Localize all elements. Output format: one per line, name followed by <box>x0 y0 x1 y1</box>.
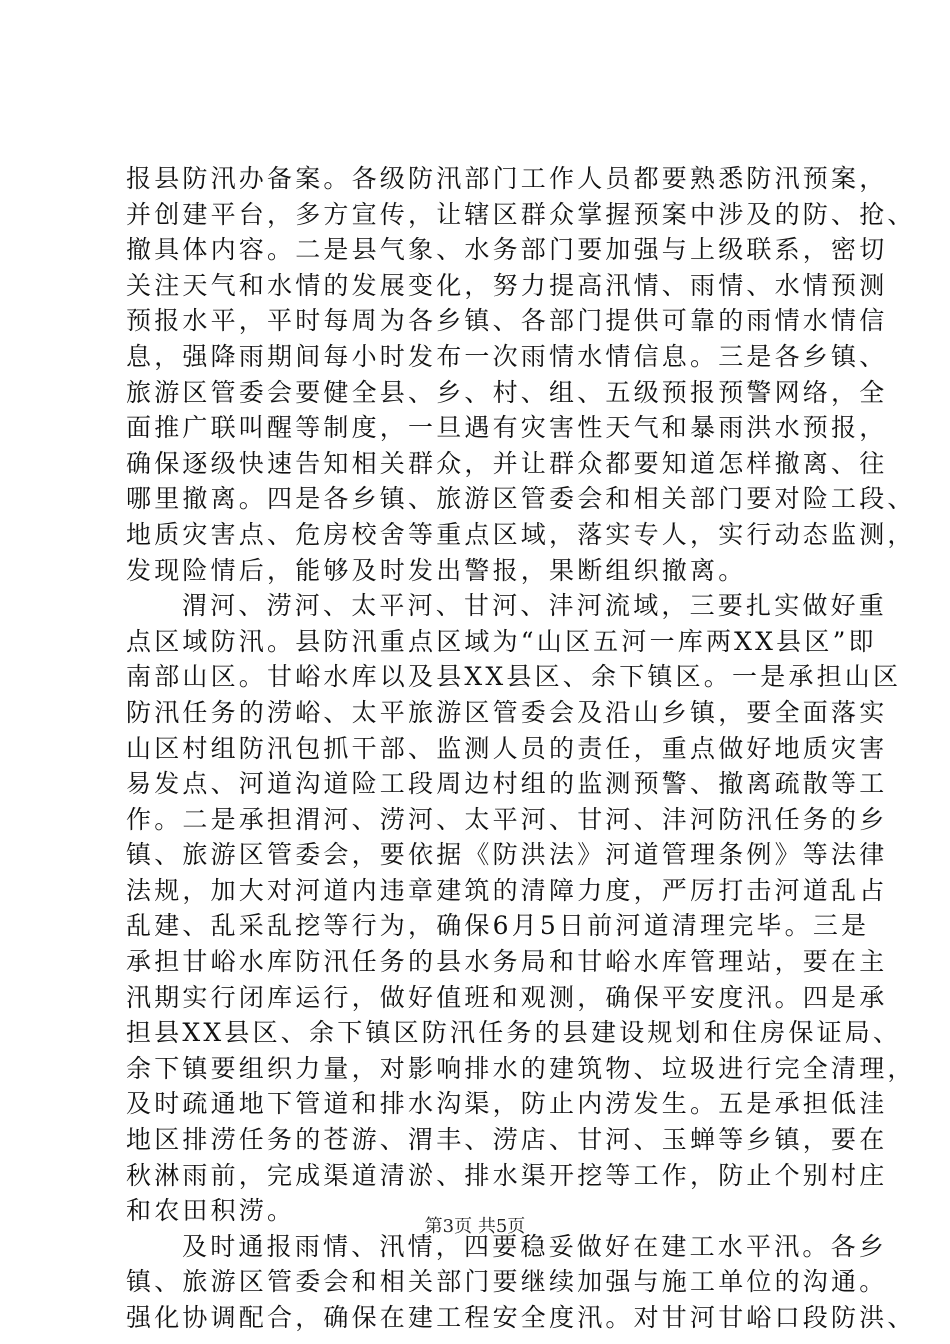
text-line: 及时疏通地下管道和排水沟渠，防止内涝发生。五是承担低洼 <box>126 1089 888 1119</box>
document-body <box>126 161 916 1336</box>
text-line: 镇、旅游区管委会和相关部门要继续加强与施工单位的沟通。 <box>126 1267 888 1297</box>
text-line: 南部山区。甘峪水库以及县XX县区、余下镇区。一是承担山区 <box>126 662 902 692</box>
text-line: 渭河、涝河、太平河、甘河、沣河流域，三要扎实做好重 <box>182 591 888 621</box>
text-line: 并创建平台，多方宣传，让辖区群众掌握预案中涉及的防、抢、 <box>126 199 916 229</box>
paragraph <box>126 588 916 1229</box>
text-line: 地区排涝任务的苍游、渭丰、涝店、甘河、玉蝉等乡镇，要在 <box>126 1125 888 1155</box>
text-line: 担县XX县区、余下镇区防汛任务的县建设规划和住房保证局、 <box>126 1018 902 1048</box>
text-line: 面推广联叫醒等制度，一旦遇有灾害性天气和暴雨洪水预报， <box>126 413 888 443</box>
paragraph <box>126 1229 916 1336</box>
text-line: 哪里撤离。四是各乡镇、旅游区管委会和相关部门要对险工段、 <box>126 484 916 514</box>
text-line: 及时通报雨情、汛情，四要稳妥做好在建工水平汛。各乡 <box>182 1231 888 1261</box>
paragraph <box>126 161 916 588</box>
text-line: 镇、旅游区管委会，要依据《防洪法》河道管理条例》等法律 <box>126 840 888 870</box>
text-line: 报县防汛办备案。各级防汛部门工作人员都要熟悉防汛预案， <box>126 164 888 193</box>
text-line: 地质灾害点、危房校舍等重点区域，落实专人，实行动态监测， <box>126 519 916 549</box>
text-line: 作。二是承担渭河、涝河、太平河、甘河、沣河防汛任务的乡 <box>126 804 888 834</box>
text-line: 防汛任务的涝峪、太平旅游区管委会及沿山乡镇，要全面落实 <box>126 697 888 727</box>
text-line: 乱建、乱采乱挖等行为，确保6月5日前河道清理完毕。三是 <box>126 911 870 941</box>
text-line: 和农田积涝。 <box>126 1196 296 1226</box>
text-line: 强化协调配合，确保在建工程安全度汛。对甘河甘峪口段防洪、 <box>126 1303 916 1332</box>
text-line: 点区域防汛。县防汛重点区域为“山区五河一库两XX县区”即 <box>126 626 877 656</box>
text-line: 山区村组防汛包抓干部、监测人员的责任，重点做好地质灾害 <box>126 733 888 763</box>
text-line: 确保逐级快速告知相关群众，并让群众都要知道怎样撤离、往 <box>126 448 888 478</box>
text-line: 预报水平，平时每周为各乡镇、各部门提供可靠的雨情水情信 <box>126 306 888 336</box>
page-footer: 第3页 共5页 <box>424 1216 526 1237</box>
text-line: 法规，加大对河道内违章建筑的清障力度，严厉打击河道乱占 <box>126 875 888 905</box>
text-line: 息，强降雨期间每小时发布一次雨情水情信息。三是各乡镇、 <box>126 341 888 371</box>
text-line: 撤具体内容。二是县气象、水务部门要加强与上级联系，密切 <box>126 235 888 265</box>
text-line: 关注天气和水情的发展变化，努力提高汛情、雨情、水情预测 <box>126 270 888 300</box>
text-line: 汛期实行闭库运行，做好值班和观测，确保平安度汛。四是承 <box>126 982 888 1012</box>
text-line: 发现险情后，能够及时发出警报，果断组织撤离。 <box>126 555 747 585</box>
text-line: 余下镇要组织力量，对影响排水的建筑物、垃圾进行完全清理， <box>126 1053 916 1083</box>
text-line: 易发点、河道沟道险工段周边村组的监测预警、撤离疏散等工 <box>126 769 888 799</box>
text-line: 承担甘峪水库防汛任务的县水务局和甘峪水库管理站，要在主 <box>126 947 888 977</box>
text-line: 秋淋雨前，完成渠道清淤、排水渠开挖等工作，防止个别村庄 <box>126 1160 888 1190</box>
text-line: 旅游区管委会要健全县、乡、村、组、五级预报预警网络，全 <box>126 377 888 407</box>
